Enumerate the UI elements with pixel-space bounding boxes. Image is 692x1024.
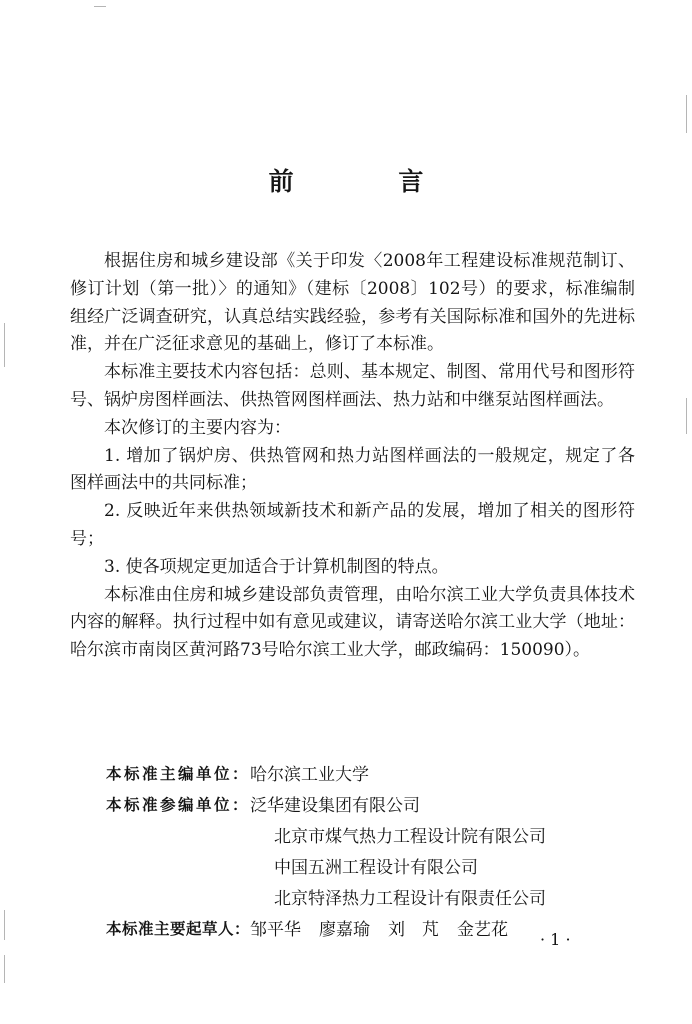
drafter-name: 邹平华 bbox=[250, 920, 302, 940]
chief-editor-value: 哈尔滨工业大学 bbox=[250, 765, 370, 785]
scan-mark bbox=[4, 955, 5, 983]
participating-label: 本标准参编单位： bbox=[106, 795, 251, 814]
participating-value: 泛华建设集团有限公司 bbox=[250, 796, 421, 816]
scan-mark bbox=[4, 910, 5, 940]
participating-value: 北京市煤气热力工程设计院有限公司 bbox=[274, 827, 546, 847]
paragraph: 2. 反映近年来供热领域新技术和新产品的发展，增加了相关的图形符号； bbox=[70, 501, 635, 549]
participating-row bbox=[106, 788, 636, 819]
paragraph: 本标准主要技术内容包括：总则、基本规定、制图、常用代号和图形符号、锅炉房图样画法、供热管网图样画法、热力站和中继泵站图样画法。 bbox=[70, 362, 635, 410]
scan-mark bbox=[94, 6, 106, 7]
drafter-name: 金艺花 bbox=[457, 920, 509, 940]
credits-block bbox=[106, 757, 636, 943]
page-number: · 1 · bbox=[540, 930, 571, 949]
drafter-name: 刘 芃 bbox=[388, 920, 440, 940]
page-title: 前 言 bbox=[268, 167, 472, 196]
drafters-label: 本标准主要起草人： bbox=[106, 919, 251, 938]
paragraph: 本标准由住房和城乡建设部负责管理，由哈尔滨工业大学负责具体技术内容的解释。执行过程中如有意见或建议，请寄送哈尔滨工业大学（地址：哈尔滨市南岗区黄河路73号哈尔滨工业大学，邮政编码：150090）。 bbox=[70, 584, 635, 661]
scan-mark bbox=[686, 95, 687, 133]
paragraph: 1. 增加了锅炉房、供热管网和热力站图样画法的一般规定，规定了各图样画法中的共同标准； bbox=[70, 445, 635, 494]
paragraph: 3. 使各项规定更加适合于计算机制图的特点。 bbox=[104, 556, 449, 577]
chief-editor-label: 本标准主编单位： bbox=[106, 764, 251, 783]
scan-mark bbox=[4, 323, 5, 367]
drafter-name: 廖嘉瑜 bbox=[319, 920, 371, 940]
paragraph: 本次修订的主要内容为： bbox=[104, 417, 291, 438]
paragraph: 根据住房和城乡建设部《关于印发〈2008年工程建设标准规范制订、修订计划（第一批）〉的通知》（建标〔2008〕102号）的要求，标准编制组经广泛调查研究，认真总结实践经验，参考有关国际标准和国外的先进标准，并在广泛征求意见的基础上，修订了本标准。 bbox=[70, 251, 635, 355]
chief-editor-row bbox=[106, 757, 636, 788]
scan-mark bbox=[686, 398, 687, 434]
participating-value: 中国五洲工程设计有限公司 bbox=[274, 858, 478, 878]
participating-value: 北京特泽热力工程设计有限责任公司 bbox=[274, 889, 546, 909]
foreword-body bbox=[70, 248, 635, 665]
